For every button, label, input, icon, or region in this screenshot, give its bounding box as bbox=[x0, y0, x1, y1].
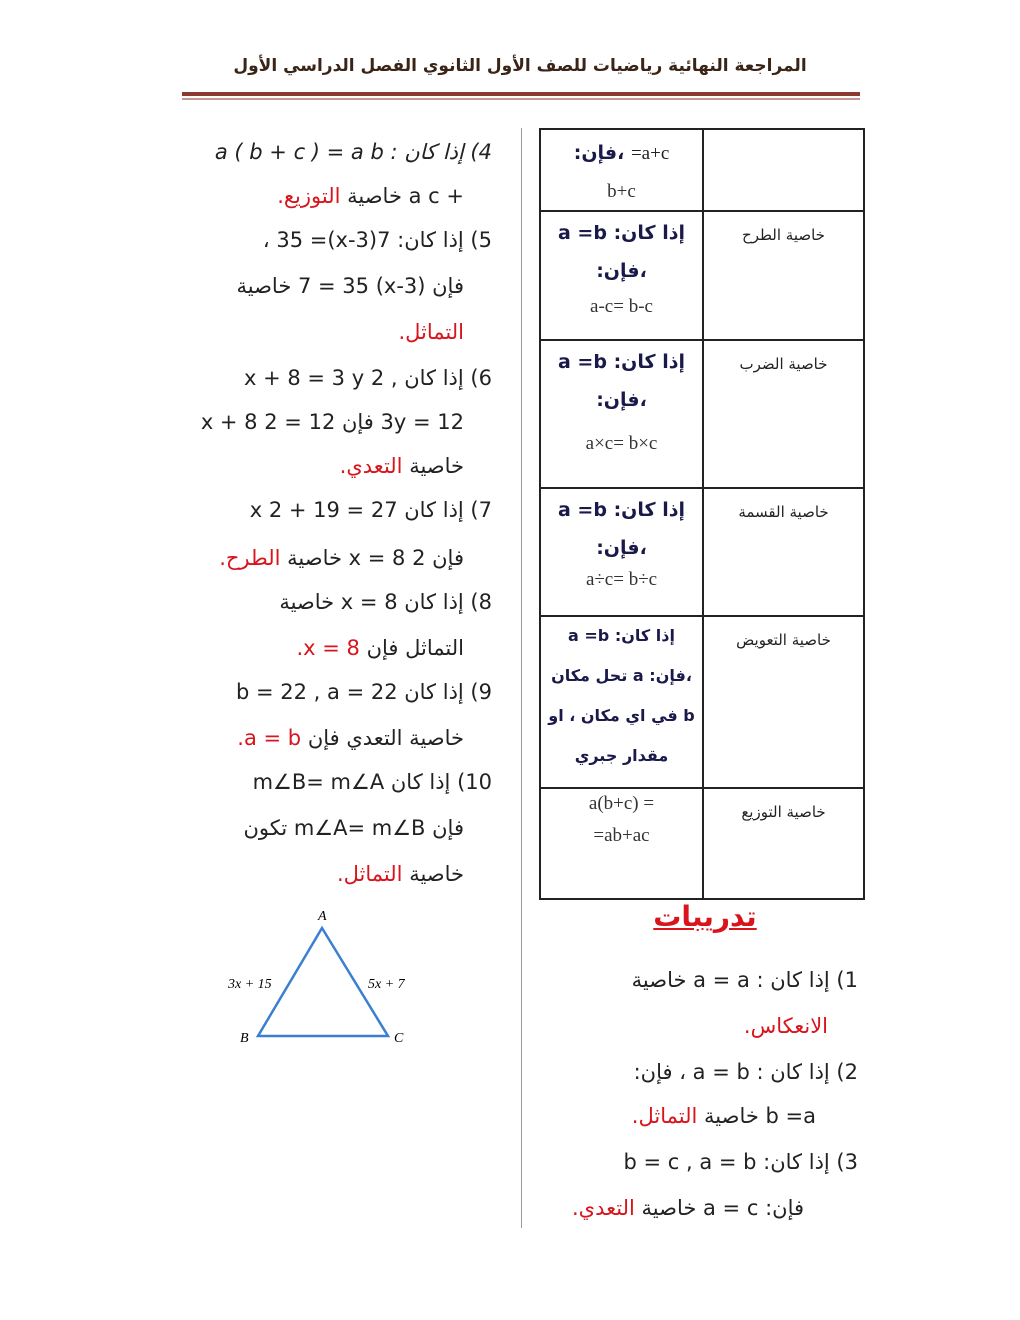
table-row bbox=[540, 211, 864, 340]
row4-text3: b في اي مكان ، او bbox=[548, 706, 695, 725]
training-item2-line1: 2) إذا كان : a = b ، فإن: bbox=[633, 1060, 858, 1084]
header-divider bbox=[182, 92, 860, 96]
item4-line2: + a c خاصية التوزيع. bbox=[277, 184, 464, 208]
table-cell bbox=[540, 211, 703, 340]
row5-property-name: خاصية التوزيع bbox=[703, 788, 864, 899]
item8-line1: 8) إذا كان 8 = x خاصية bbox=[279, 590, 492, 614]
row2-then: ،فإن: bbox=[596, 389, 647, 411]
row1-property-name: خاصية الطرح bbox=[703, 211, 864, 340]
training-item3-line2: فإن: a = c خاصية التعدي. bbox=[572, 1196, 804, 1220]
row5-equation2: =ab+ac bbox=[593, 825, 650, 846]
item9-line1: 9) إذا كان b = 22 , a = 22 bbox=[236, 680, 492, 704]
item5-line1: 5) إذا كان: 7(x-3)= 35 ، bbox=[262, 228, 492, 252]
row1-equation: a-c= b-c bbox=[590, 296, 653, 317]
column-divider bbox=[521, 128, 522, 1228]
training-item3-line1: 3) إذا كان: b = c , a = b bbox=[623, 1150, 858, 1174]
row0-property-name bbox=[703, 129, 864, 211]
training-item2-line2: b =a خاصية التماثل. bbox=[631, 1104, 816, 1128]
header-divider-thin bbox=[182, 98, 860, 100]
item8-line2: التماثل فإن x = 8. bbox=[296, 636, 464, 660]
row1-condition: إذا كان: a =b bbox=[558, 222, 685, 244]
vertex-c-label: C bbox=[394, 1031, 404, 1046]
item9-line2: خاصية التعدي فإن a = b. bbox=[237, 726, 464, 750]
item4-line1: 4) إذا كان : a ( b + c ) = a b bbox=[214, 140, 492, 164]
row3-property-name: خاصية القسمة bbox=[703, 488, 864, 616]
row2-equation: a×c= b×c bbox=[585, 433, 658, 454]
row0-equation: b+c bbox=[607, 181, 636, 202]
table-cell bbox=[540, 616, 703, 788]
item7-line2: فإن 2 x = 8 خاصية الطرح. bbox=[219, 546, 464, 570]
item5-line2: فإن (x-3) 7 = 35 خاصية bbox=[236, 274, 464, 298]
properties-table bbox=[539, 128, 865, 900]
table-cell bbox=[540, 129, 703, 211]
table-cell bbox=[540, 488, 703, 616]
row4-property-name: خاصية التعويض bbox=[703, 616, 864, 788]
item10-line1: 10) إذا كان m∠B= m∠A bbox=[252, 770, 492, 794]
vertex-b-label: B bbox=[240, 1031, 249, 1046]
training-title: تدريبات bbox=[653, 900, 757, 933]
training-item1-line2: الانعكاس. bbox=[743, 1014, 828, 1038]
item10-line2: فإن m∠A= m∠B تكون bbox=[243, 816, 464, 840]
table-cell bbox=[540, 788, 703, 899]
table-row bbox=[540, 788, 864, 899]
training-item1-line1: 1) إذا كان : a = a خاصية bbox=[631, 968, 858, 992]
row4-text2: ،فإن: a تحل مكان bbox=[551, 666, 692, 685]
side-right-label: 5x + 7 bbox=[368, 977, 405, 992]
vertex-a-label: A bbox=[318, 909, 327, 924]
row0-condition: a+c= ،فإن: bbox=[573, 142, 670, 164]
side-left-label: 3x + 15 bbox=[228, 977, 272, 992]
table-row bbox=[540, 488, 864, 616]
row5-equation1: a(b+c) = bbox=[588, 793, 655, 814]
row4-text1: إذا كان: a =b bbox=[568, 626, 675, 645]
row4-text4: مقدار جبري bbox=[574, 746, 669, 765]
item6-line3: خاصية التعدي. bbox=[339, 454, 464, 478]
page-header-title: المراجعة النهائية رياضيات للصف الأول الثانوي الفصل الدراسي الأول bbox=[233, 56, 807, 76]
item5-line3: التماثل. bbox=[398, 320, 464, 344]
item10-line3: خاصية التماثل. bbox=[336, 862, 464, 886]
row3-then: ،فإن: bbox=[596, 537, 647, 559]
table-row bbox=[540, 616, 864, 788]
row1-then: ،فإن: bbox=[596, 260, 647, 282]
table-cell bbox=[540, 340, 703, 488]
item6-line1: 6) إذا كان , 2 x + 8 = 3 y bbox=[243, 366, 492, 390]
row3-equation: a÷c= b÷c bbox=[585, 569, 658, 590]
row2-property-name: خاصية الضرب bbox=[703, 340, 864, 488]
table-row bbox=[540, 340, 864, 488]
triangle-figure bbox=[220, 900, 420, 1050]
item7-line1: 7) إذا كان 27 = 19 + 2 x bbox=[249, 498, 492, 522]
item6-line2: 3y = 12 فإن 12 = 2 x + 8 bbox=[200, 410, 464, 434]
row3-condition: إذا كان: a =b bbox=[558, 499, 685, 521]
row2-condition: إذا كان: a =b bbox=[558, 351, 685, 373]
table-row bbox=[540, 129, 864, 211]
